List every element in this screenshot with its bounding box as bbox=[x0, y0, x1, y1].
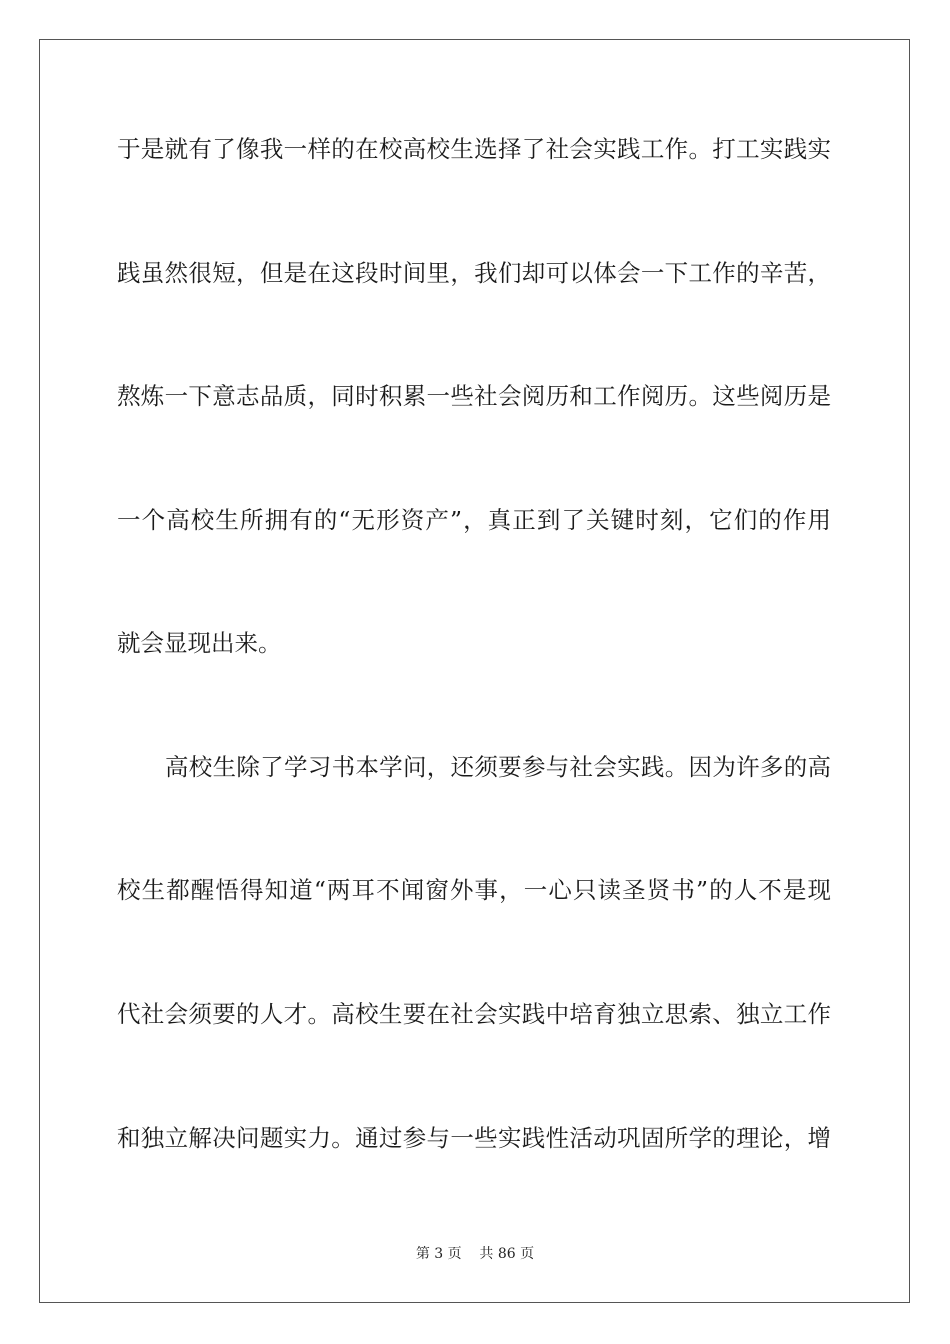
body-text-line-4: 一个高校生所拥有的“无形资产”，真正到了关键时刻，它们的作用 bbox=[117, 506, 831, 534]
body-text-line-7: 校生都醒悟得知道“两耳不闻窗外事，一心只读圣贤书”的人不是现 bbox=[117, 876, 831, 904]
body-text-line-6: 高校生除了学习书本学问，还须要参与社会实践。因为许多的高 bbox=[165, 753, 831, 781]
body-text-line-9: 和独立解决问题实力。通过参与一些实践性活动巩固所学的理论，增 bbox=[117, 1124, 831, 1152]
page-number-footer: 第 3 页 共 86 页 bbox=[415, 1246, 535, 1262]
page-border bbox=[39, 39, 910, 1303]
body-text-line-5: 就会显现出来。 bbox=[117, 629, 282, 657]
body-text-line-8: 代社会须要的人才。高校生要在社会实践中培育独立思索、独立工作 bbox=[117, 1000, 831, 1028]
body-text-line-3: 熬炼一下意志品质，同时积累一些社会阅历和工作阅历。这些阅历是 bbox=[117, 382, 831, 410]
body-text-line-2: 践虽然很短，但是在这段时间里，我们却可以体会一下工作的辛苦， bbox=[117, 259, 831, 287]
body-text-line-1: 于是就有了像我一样的在校高校生选择了社会实践工作。打工实践实 bbox=[117, 135, 831, 163]
